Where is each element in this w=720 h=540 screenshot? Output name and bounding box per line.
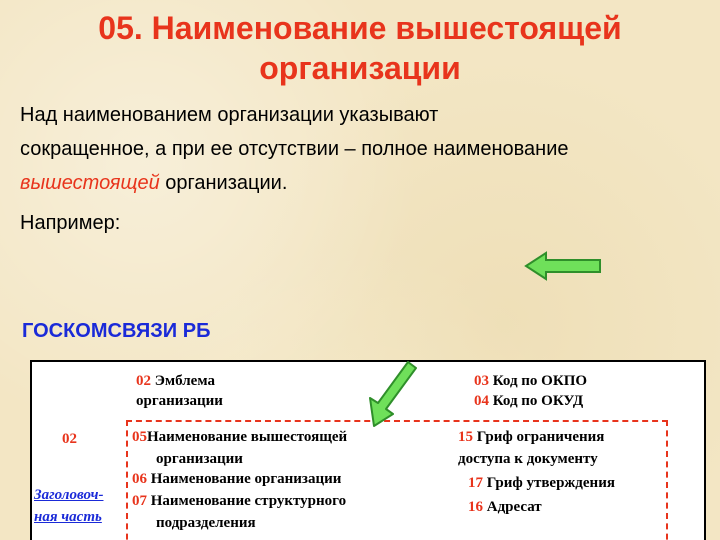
emblem-field: 02 Эмблема — [136, 373, 215, 389]
emblem-field-line-2: организации — [136, 393, 223, 409]
side-number: 02 — [62, 431, 77, 447]
parent-org-field: 05Наименование вышестоящей — [132, 429, 348, 445]
paragraph-line-3-rest: организации. — [159, 172, 288, 194]
description-paragraph — [20, 98, 710, 200]
side-caption-line-2: ная часть — [34, 509, 102, 525]
parent-org-field-line-2: организации — [156, 451, 243, 467]
unit-name-field-line-2: подразделения — [156, 515, 256, 531]
paragraph-line-2: сокращенное, а при ее отсутствии – полное наименование — [20, 138, 569, 160]
restriction-stamp-field: 15 Гриф ограничения — [458, 429, 605, 445]
org-name-field: 06 Наименование организации — [132, 471, 342, 487]
title-line-1: 05. Наименование вышестоящей — [98, 10, 622, 46]
left-arrow-icon — [524, 250, 604, 282]
side-caption-line-1: Заголовоч- — [34, 487, 104, 503]
highlight-word: вышестоящей — [20, 172, 160, 194]
approval-stamp-field: 17 Гриф утверждения — [468, 475, 615, 491]
agency-name: ГОСКОМСВЯЗИ РБ — [22, 320, 211, 342]
paragraph-line-3 — [20, 166, 710, 200]
title-line-2: организации — [259, 50, 461, 86]
paragraph-line-1: Над наименованием организации указывают — [20, 104, 439, 126]
down-left-arrow-icon — [360, 358, 422, 430]
example-label: Например: — [20, 212, 121, 234]
restriction-stamp-field-line-2: доступа к документу — [458, 451, 598, 467]
slide-title — [40, 8, 680, 88]
okud-field: 04 Код по ОКУД — [474, 393, 584, 409]
okpo-field: 03 Код по ОКПО — [474, 373, 588, 389]
unit-name-field: 07 Наименование структурного — [132, 493, 347, 509]
addressee-field: 16 Адресат — [468, 499, 542, 515]
